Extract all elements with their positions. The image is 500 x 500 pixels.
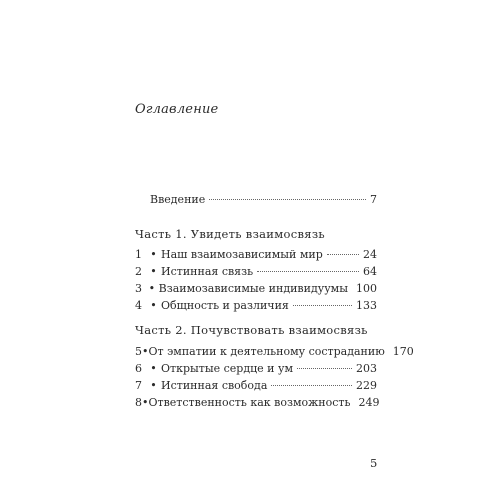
chapter-page: 249 <box>358 396 380 409</box>
chapter-number: 1 <box>135 248 142 261</box>
chapter-title: Наш взаимозависимый мир <box>161 248 323 261</box>
dot-leader <box>257 271 359 272</box>
chapter-page: 133 <box>356 299 377 312</box>
toc-entry-chapter <box>135 248 377 265</box>
bullet: • <box>142 396 149 409</box>
page-number: 5 <box>370 456 378 470</box>
toc-entry-chapter <box>135 362 377 379</box>
chapter-number: 8 <box>135 396 142 409</box>
intro-title: Введение <box>150 193 206 206</box>
chapter-number: 3 <box>135 282 142 295</box>
chapter-title: Истинная свобода <box>161 379 268 392</box>
bullet: • <box>150 299 157 312</box>
bullet: • <box>142 345 149 358</box>
dot-leader <box>271 385 352 386</box>
toc-entry-chapter <box>135 379 377 396</box>
chapter-title: Открытые сердце и ум <box>161 362 294 375</box>
chapter-page: 170 <box>392 345 414 358</box>
chapter-page: 229 <box>356 379 377 392</box>
part-title: Часть 1. Увидеть взаимосвязь <box>135 227 325 241</box>
chapter-number: 4 <box>135 299 142 312</box>
dot-leader <box>297 368 352 369</box>
toc-heading: Оглавление <box>135 102 219 117</box>
part-title: Часть 2. Почувствовать взаимосвязь <box>135 323 368 337</box>
chapter-title: Общность и различия <box>161 299 289 312</box>
chapter-title: Взаимозависимые индивидуумы <box>158 282 348 295</box>
chapter-page: 203 <box>356 362 377 375</box>
chapter-page: 64 <box>363 265 377 278</box>
chapter-title: От эмпатии к деятельному состраданию <box>148 345 385 358</box>
chapter-title: Истинная связь <box>161 265 254 278</box>
intro-page: 7 <box>370 193 377 206</box>
dot-leader <box>209 199 366 200</box>
part-2-chapters <box>135 345 414 413</box>
toc-entry-chapter <box>135 396 380 413</box>
part-1-chapters <box>135 248 377 316</box>
toc-entry-intro <box>150 193 377 206</box>
chapter-number: 5 <box>135 345 142 358</box>
toc-entry-chapter <box>135 345 414 362</box>
chapter-page: 100 <box>356 282 377 295</box>
chapter-number: 2 <box>135 265 142 278</box>
toc-entry-chapter <box>135 299 377 316</box>
toc-entry-chapter <box>135 282 377 299</box>
chapter-number: 6 <box>135 362 142 375</box>
bullet: • <box>150 248 157 261</box>
chapter-page: 24 <box>363 248 377 261</box>
bullet: • <box>150 379 157 392</box>
chapter-number: 7 <box>135 379 142 392</box>
bullet: • <box>150 362 157 375</box>
dot-leader <box>327 254 359 255</box>
bullet: • <box>148 282 156 295</box>
chapter-title: Ответственность как возможность <box>148 396 351 409</box>
dot-leader <box>293 305 352 306</box>
bullet: • <box>150 265 157 278</box>
toc-entry-chapter <box>135 265 377 282</box>
